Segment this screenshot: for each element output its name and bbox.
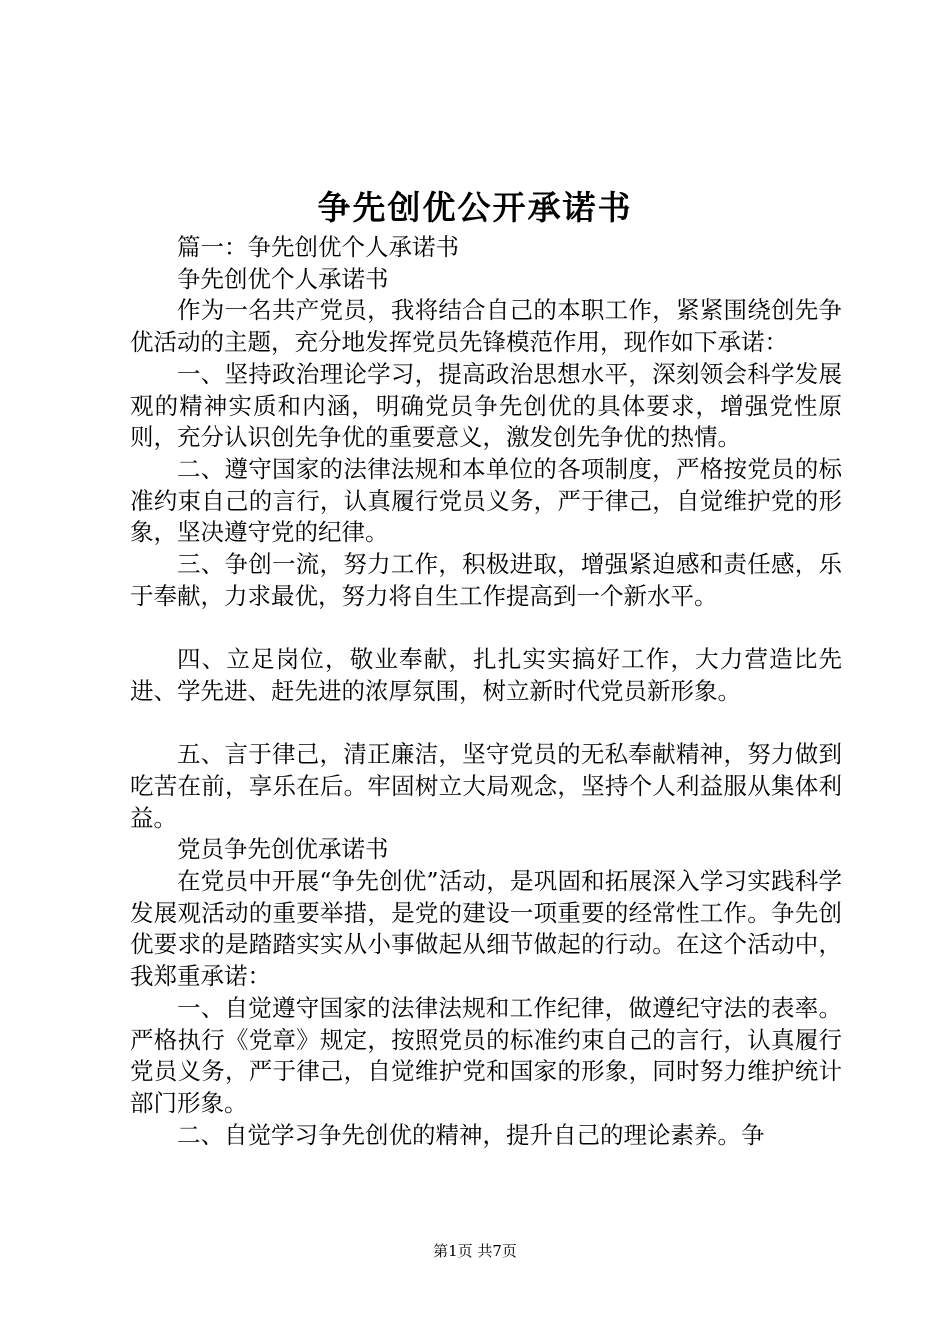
page-footer: 第1页 共7页: [433, 1242, 517, 1260]
paragraph-item-2-1: 一、自觉遵守国家的法律法规和工作纪律，做遵纪守法的表率。严格执行《党章》规定，按照党员的标准约束自己的言行，认真履行党员义务，严于律己，自觉维护党和国家的形象，同时努力维护统计部门形象。: [130, 993, 842, 1117]
paragraph-intro-2: 在党员中开展“争先创优”活动，是巩固和拓展深入学习实践科学发展观活动的重要举措，是党的建设一项重要的经常性工作。争先创优要求的是踏踏实实从小事做起从细节做起的行动。在这个活动中，我郑重承诺：: [130, 867, 842, 991]
paragraph-section-heading-2: 党员争先创优承诺书: [177, 835, 389, 864]
document-body: [130, 232, 842, 1151]
paragraph-item-3: 三、争创一流，努力工作，积极进取，增强紧迫感和责任感，乐于奉献，力求最优，努力将自生工作提高到一个新水平。: [130, 550, 842, 610]
paragraph-item-2-2: 二、自觉学习争先创优的精神，提升自己的理论素养。争: [177, 1120, 765, 1149]
paragraph-item-1: 一、坚持政治理论学习，提高政治思想水平，深刻领会科学发展观的精神实质和内涵，明确党员争先创优的具体要求，增强党性原则，充分认识创先争优的重要意义，激发创先争优的热情。: [130, 359, 842, 452]
paragraph-intro: 作为一名共产党员，我将结合自己的本职工作，紧紧围绕创先争优活动的主题，充分地发挥党员先锋模范作用，现作如下承诺：: [130, 296, 842, 357]
paragraph-part-heading: 篇一：争先创优个人承诺书: [177, 233, 459, 261]
paragraph-item-2: 二、遵守国家的法律法规和本单位的各项制度，严格按党员的标准约束自己的言行，认真履行党员义务，严于律己，自觉维护党的形象，坚决遵守党的纪律。: [130, 454, 842, 547]
paragraph-item-4: 四、立足岗位，敬业奉献，扎扎实实搞好工作，大力营造比先进、学先进、赶先进的浓厚氛围，树立新时代党员新形象。: [130, 645, 842, 705]
document-title: 争先创优公开承诺书: [317, 188, 633, 227]
paragraph-item-5: 五、言于律己，清正廉洁，坚守党员的无私奉献精神，努力做到吃苦在前，享乐在后。牢固树立大局观念，坚持个人利益服从集体利益。: [130, 740, 842, 832]
paragraph-section-heading: 争先创优个人承诺书: [177, 264, 389, 293]
